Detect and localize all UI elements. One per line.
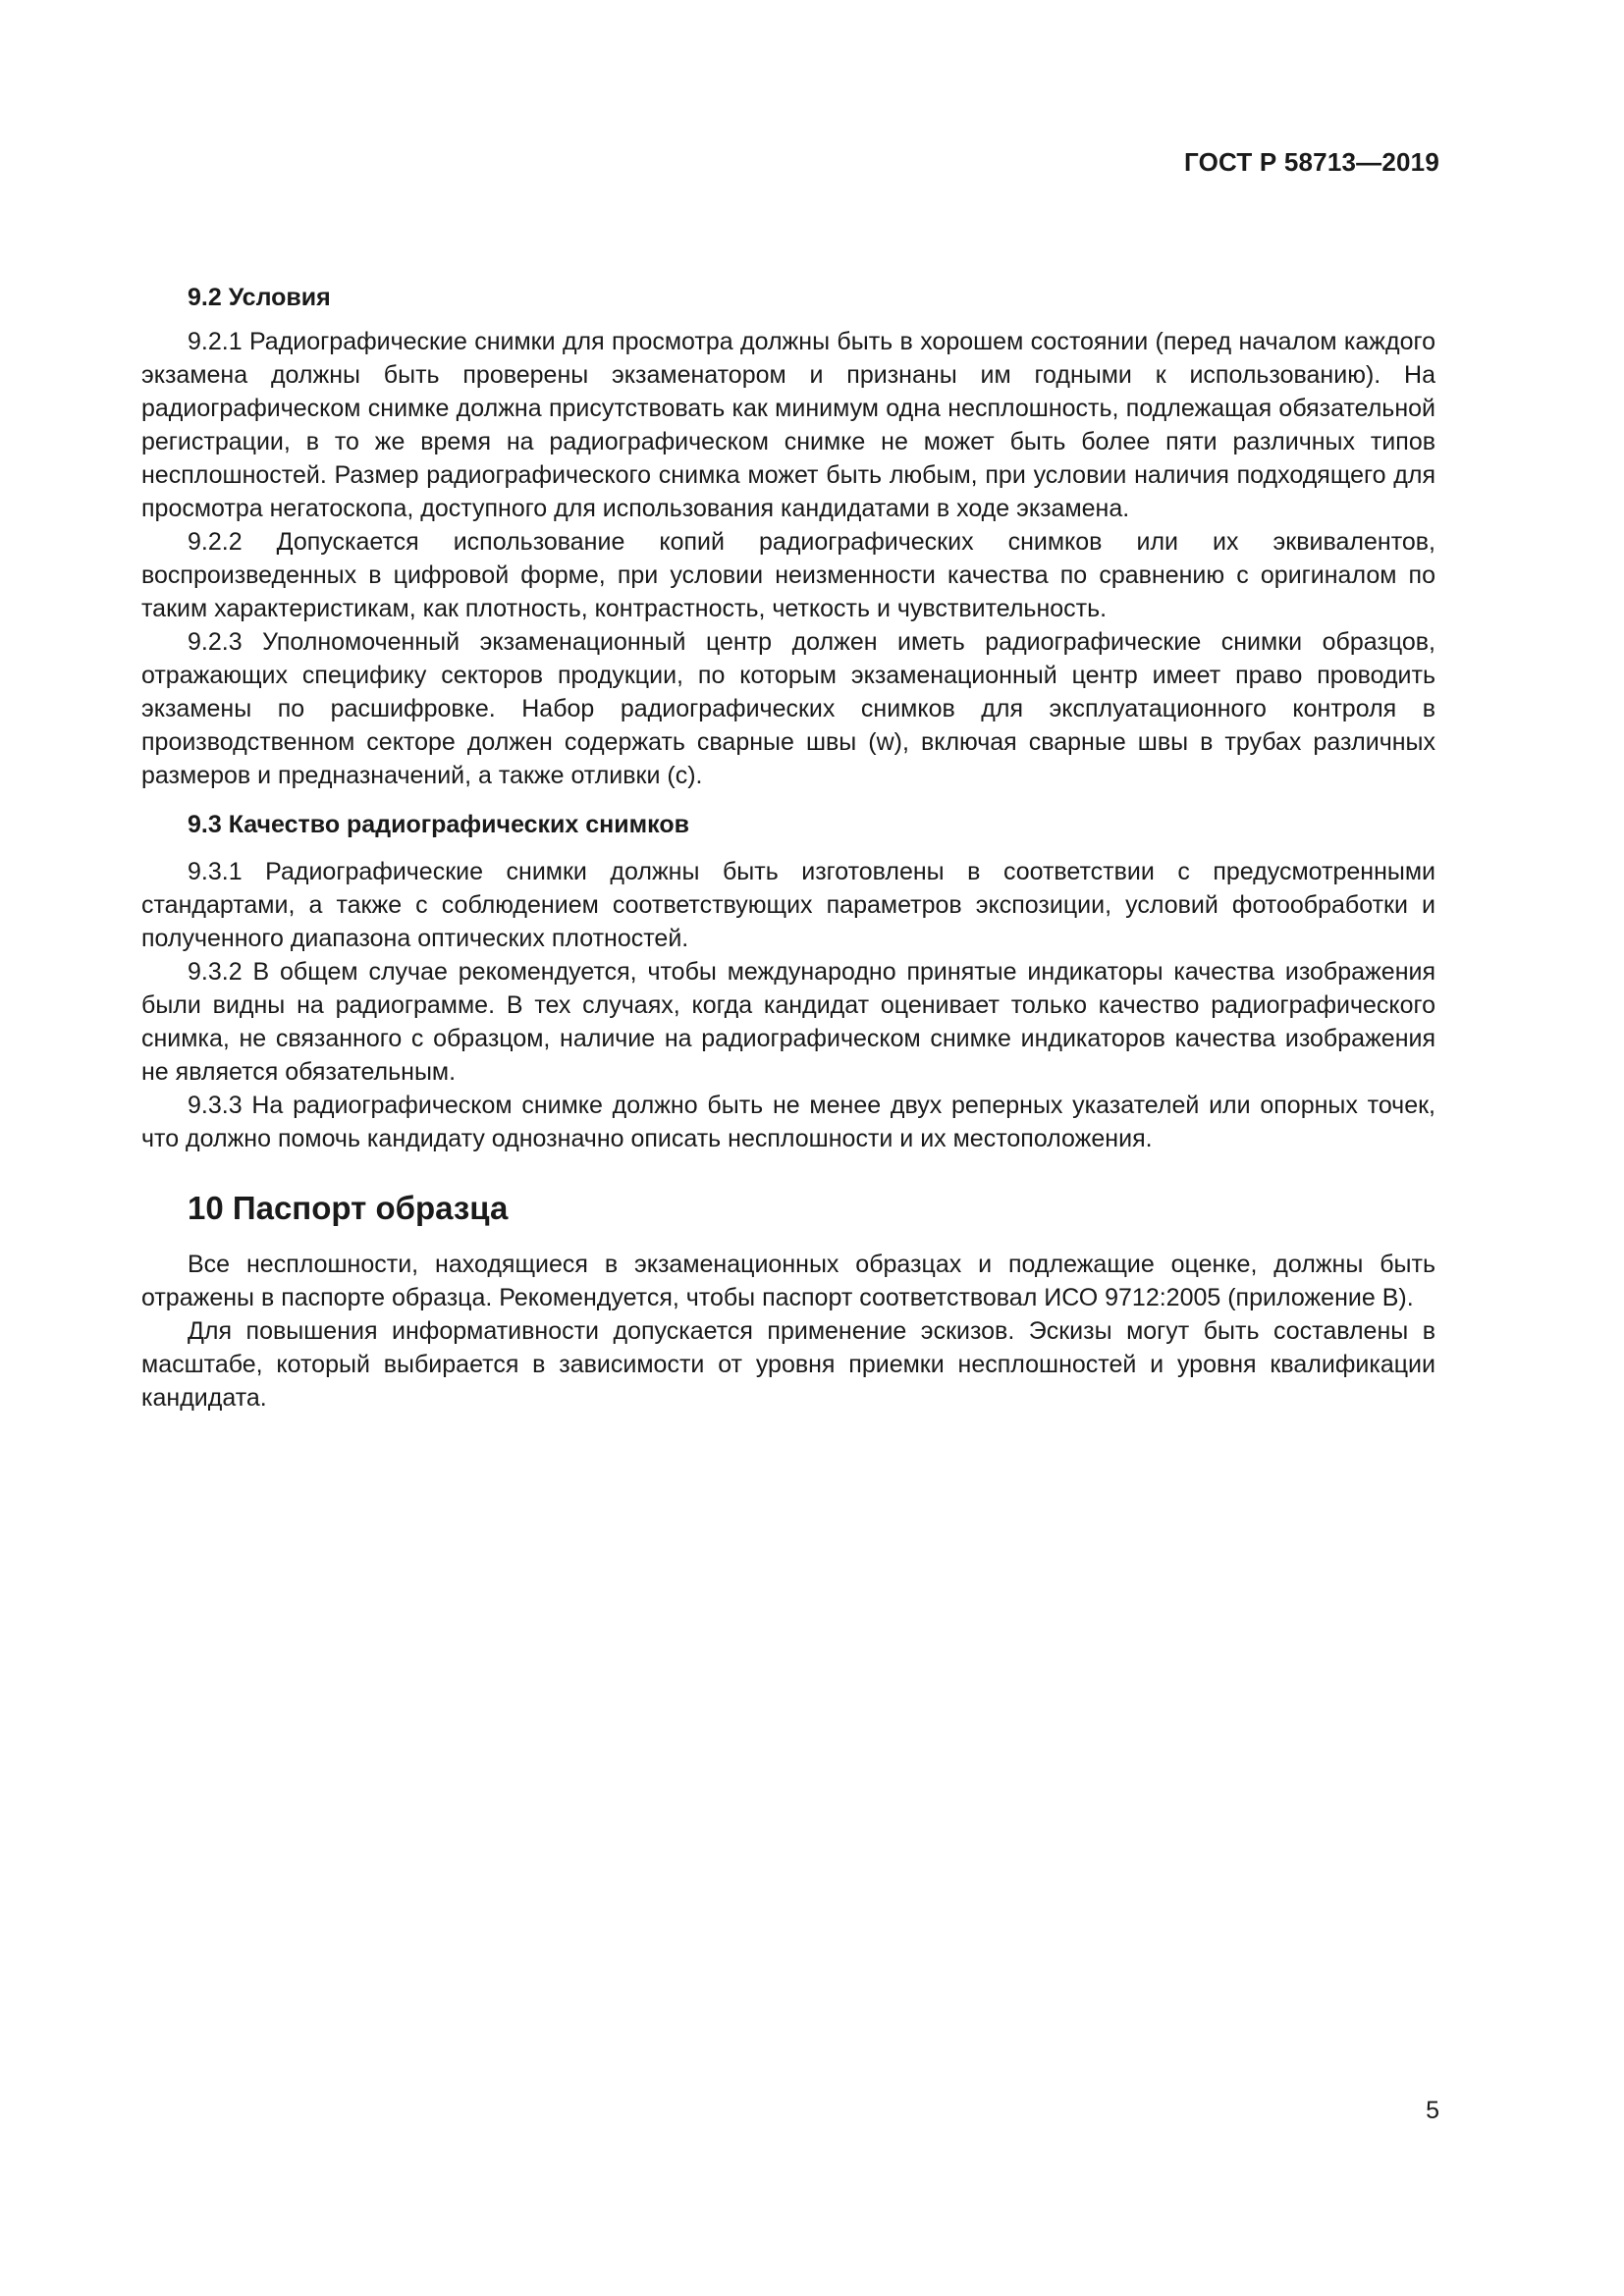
paragraph-9-2-3: 9.2.3 Уполномоченный экзаменационный центр должен иметь радиографические снимки образцов, отражающих специфику секторов продукции, по которым экзаменационный центр имеет право проводить экзамены по расшифровке. Набор радиографических снимков для эксплуатационного контроля в производственном секторе должен содержать сварные швы (w), включая сварные швы в трубах различных размеров и предназначений, а также отливки (c).: [141, 628, 1435, 789]
paragraph-10-1: Все несплошности, находящиеся в экзаменационных образцах и подлежащие оценке, должны быть отражены в паспорте образца. Рекомендуется, чтобы паспорт соответствовал ИСО 9712:2005 (приложение В).: [141, 1251, 1435, 1311]
page-number: 5: [1426, 2097, 1439, 2124]
paragraph-9-2-1: 9.2.1 Радиографические снимки для просмотра должны быть в хорошем состоянии (перед началом каждого экзамена должны быть проверены экзаменатором и признаны им годными к использованию). На радиографическом снимке должна присутствовать как минимум одна несплошность, подлежащая обязательной регистрации, в то же время на радиографическом снимке не может быть более пяти различных типов несплошностей. Размер радиографического снимка может быть любым, при условии наличия подходящего для просмотра негатоскопа, доступного для использования кандидатами в ходе экзамена.: [141, 328, 1435, 522]
heading-9-2: 9.2 Условия: [188, 284, 331, 311]
document-body: [141, 281, 1435, 1415]
heading-10: 10 Паспорт образца: [188, 1190, 509, 1226]
document-code: ГОСТ Р 58713—2019: [1184, 147, 1439, 177]
paragraph-9-3-2: 9.3.2 В общем случае рекомендуется, чтобы международно принятые индикаторы качества изображения были видны на радиограмме. В тех случаях, когда кандидат оценивает только качество радиографического снимка, не связанного с образцом, наличие на радиографическом снимке индикаторов качества изображения не является обязательным.: [141, 958, 1435, 1086]
paragraph-9-3-3: 9.3.3 На радиографическом снимке должно быть не менее двух реперных указателей или опорных точек, что должно помочь кандидату однозначно описать несплошности и их местоположения.: [141, 1092, 1435, 1152]
heading-9-3: 9.3 Качество радиографических снимков: [188, 811, 689, 838]
paragraph-9-3-1: 9.3.1 Радиографические снимки должны быть изготовлены в соответствии с предусмотренными стандартами, а также с соблюдением соответствующих параметров экспозиции, условий фотообработки и полученного диапазона оптических плотностей.: [141, 858, 1435, 952]
paragraph-9-2-2: 9.2.2 Допускается использование копий радиографических снимков или их эквивалентов, воспроизведенных в цифровой форме, при условии неизменности качества по сравнению с оригиналом по таким характеристикам, как плотность, контрастность, четкость и чувствительность.: [141, 528, 1435, 622]
paragraph-10-2: Для повышения информативности допускается применение эскизов. Эскизы могут быть составлены в масштабе, который выбирается в зависимости от уровня приемки несплошностей и уровня квалификации кандидата.: [141, 1317, 1435, 1412]
